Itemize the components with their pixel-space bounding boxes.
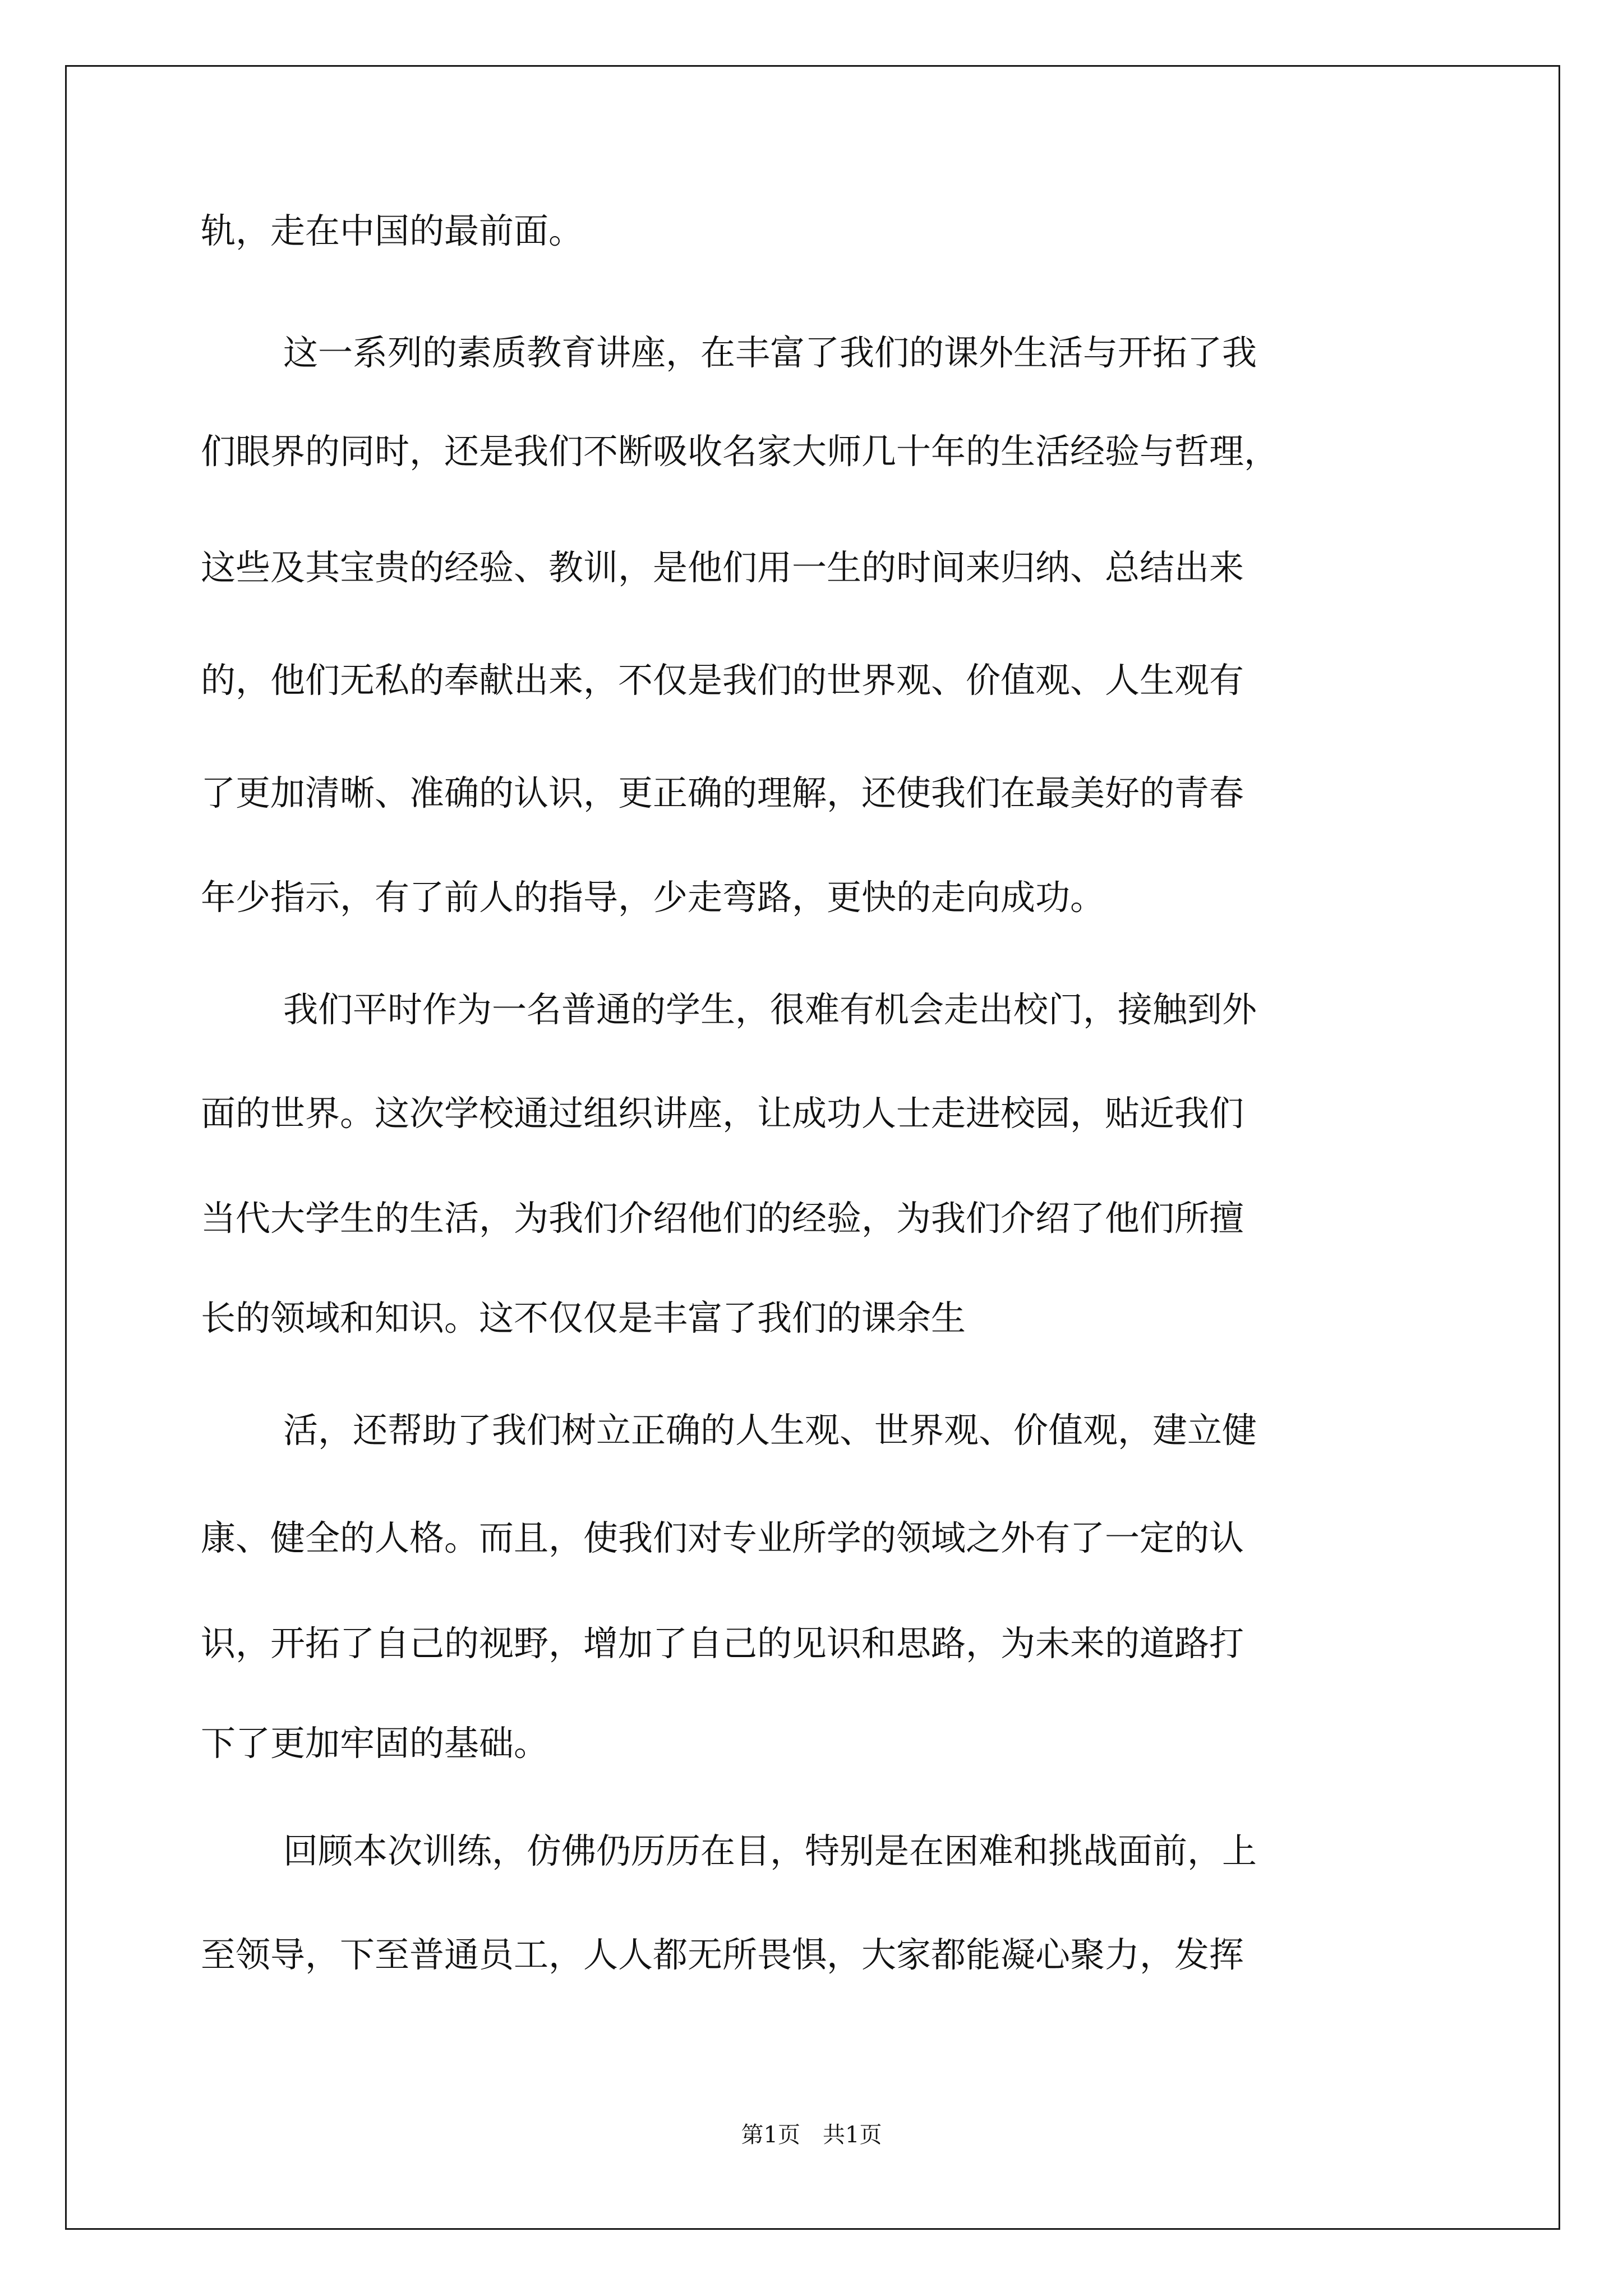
body-text-line: 的，他们无私的奉献出来，不仅是我们的世界观、价值观、人生观有 — [201, 660, 1244, 701]
page-total: 共1页 — [823, 2122, 882, 2148]
body-text-line: 回顾本次训练，仿佛仍历历在目，特别是在困难和挑战面前，上 — [283, 1830, 1257, 1871]
page-footer — [0, 2119, 1623, 2151]
body-text-line: 下了更加牢固的基础。 — [201, 1723, 549, 1764]
body-text-line: 了更加清晰、准确的认识，更正确的理解，还使我们在最美好的青春 — [201, 772, 1244, 813]
body-text-line: 这些及其宝贵的经验、教训，是他们用一生的时间来归纳、总结出来 — [201, 547, 1244, 588]
body-text-line: 年少指示，有了前人的指导，少走弯路，更快的走向成功。 — [201, 877, 1105, 918]
body-text-line: 轨，走在中国的最前面。 — [201, 210, 584, 251]
body-text-line: 这一系列的素质教育讲座，在丰富了我们的课外生活与开拓了我 — [283, 332, 1257, 373]
body-text-line: 面的世界。这次学校通过组织讲座，让成功人士走进校园，贴近我们 — [201, 1093, 1244, 1134]
body-text-line: 至领导，下至普通员工，人人都无所畏惧，大家都能凝心聚力，发挥 — [201, 1934, 1244, 1975]
body-text-line: 当代大学生的生活，为我们介绍他们的经验，为我们介绍了他们所擅 — [201, 1198, 1244, 1239]
body-text-line: 康、健全的人格。而且，使我们对专业所学的领域之外有了一定的认 — [201, 1517, 1244, 1558]
body-text-line: 们眼界的同时，还是我们不断吸收名家大师几十年的生活经验与哲理， — [201, 431, 1279, 472]
page-border — [65, 65, 1560, 2230]
body-text-line: 我们平时作为一名普通的学生，很难有机会走出校门，接触到外 — [283, 989, 1257, 1030]
body-text-line: 长的领域和知识。这不仅仅是丰富了我们的课余生 — [201, 1297, 966, 1338]
body-text-line: 活，还帮助了我们树立正确的人生观、世界观、价值观，建立健 — [283, 1410, 1257, 1451]
page-number: 第1页 — [741, 2122, 800, 2148]
body-text-line: 识，开拓了自己的视野，增加了自己的见识和思路，为未来的道路打 — [201, 1623, 1244, 1664]
